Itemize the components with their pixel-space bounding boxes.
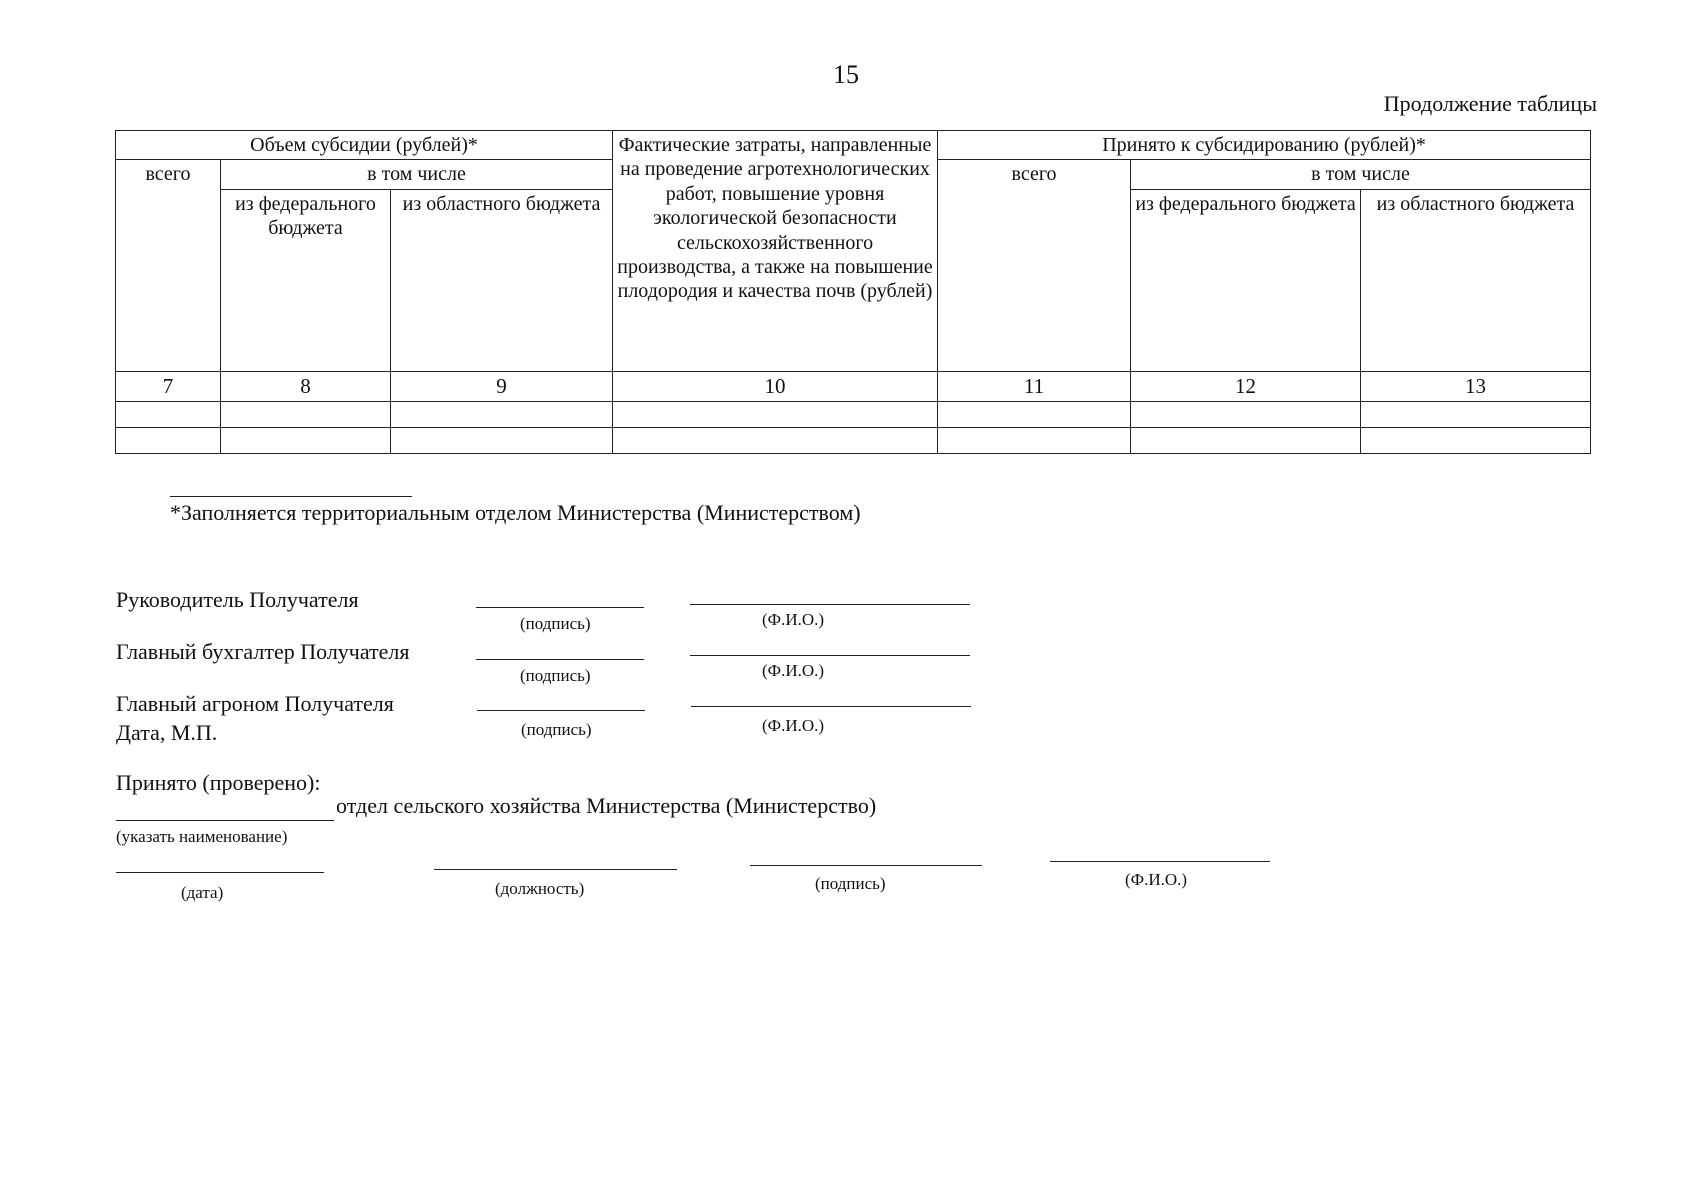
header-subsidy-volume: Объем субсидии (рублей)* bbox=[116, 131, 613, 160]
agronomist-name-line[interactable] bbox=[691, 706, 971, 707]
header-federal-subsidy: из федерального бюджета bbox=[221, 189, 391, 371]
department-name-line[interactable] bbox=[116, 820, 334, 821]
table-continuation-label: Продолжение таблицы bbox=[1383, 91, 1597, 116]
header-federal-accepted: из федерального бюджета bbox=[1131, 189, 1361, 371]
accepted-checked-label: Принято (проверено): bbox=[116, 770, 321, 795]
acceptance-position-caption: (должность) bbox=[495, 879, 585, 898]
page-number: 15 bbox=[833, 60, 859, 89]
acceptance-date-caption: (дата) bbox=[181, 883, 224, 902]
head-signature-caption: (подпись) bbox=[520, 614, 591, 633]
chief-agronomist-label: Главный агроном Получателя bbox=[116, 691, 394, 716]
table-cell[interactable] bbox=[1361, 402, 1591, 428]
header-including-subsidy: в том числе bbox=[221, 160, 613, 189]
accountant-signature-caption: (подпись) bbox=[520, 666, 591, 685]
column-number: 7 bbox=[116, 371, 221, 402]
head-name-line[interactable] bbox=[690, 604, 970, 605]
table-cell[interactable] bbox=[613, 428, 938, 454]
acceptance-signature-caption: (подпись) bbox=[815, 874, 886, 893]
acceptance-position-line[interactable] bbox=[434, 869, 677, 870]
accountant-name-line[interactable] bbox=[690, 655, 970, 656]
agronomist-name-caption: (Ф.И.О.) bbox=[762, 716, 825, 735]
header-total-accepted: всего bbox=[938, 160, 1131, 371]
footnote: *Заполняется территориальным отделом Министерства (Министерством) bbox=[170, 500, 861, 525]
agronomist-signature-line[interactable] bbox=[477, 710, 645, 711]
agronomist-signature-caption: (подпись) bbox=[521, 720, 592, 739]
footnote-divider bbox=[170, 496, 412, 497]
table-cell[interactable] bbox=[391, 428, 613, 454]
table-cell[interactable] bbox=[1131, 402, 1361, 428]
department-text: отдел сельского хозяйства Министерства (Министерство) bbox=[336, 793, 877, 818]
acceptance-signature-line[interactable] bbox=[750, 865, 982, 866]
table-cell[interactable] bbox=[938, 428, 1131, 454]
header-accepted-for-subsidy: Принято к субсидированию (рублей)* bbox=[938, 131, 1591, 160]
header-total-subsidy: всего bbox=[116, 160, 221, 371]
table-row bbox=[116, 402, 1591, 428]
table-cell[interactable] bbox=[938, 402, 1131, 428]
column-number: 9 bbox=[391, 371, 613, 402]
table-cell[interactable] bbox=[1131, 428, 1361, 454]
head-of-recipient-label: Руководитель Получателя bbox=[116, 587, 359, 612]
column-number: 13 bbox=[1361, 371, 1591, 402]
table-cell[interactable] bbox=[221, 428, 391, 454]
head-signature-line[interactable] bbox=[476, 607, 644, 608]
column-numbers-row bbox=[116, 371, 1591, 402]
accountant-signature-line[interactable] bbox=[476, 659, 644, 660]
column-number: 10 bbox=[613, 371, 938, 402]
table-cell[interactable] bbox=[116, 402, 221, 428]
header-actual-costs: Фактические затраты, направленные на проведение агротехнологических работ, повышение уровня экологической безопасности сельскохозяйственного производства, а также на повышение плодородия и качества почв (рублей) bbox=[613, 131, 938, 372]
head-name-caption: (Ф.И.О.) bbox=[762, 610, 825, 629]
table-row bbox=[116, 428, 1591, 454]
acceptance-name-line[interactable] bbox=[1050, 861, 1270, 862]
column-number: 12 bbox=[1131, 371, 1361, 402]
table-cell[interactable] bbox=[221, 402, 391, 428]
subsidy-table bbox=[115, 130, 1591, 454]
table-cell[interactable] bbox=[1361, 428, 1591, 454]
acceptance-name-caption: (Ф.И.О.) bbox=[1125, 870, 1188, 889]
column-number: 11 bbox=[938, 371, 1131, 402]
header-regional-subsidy: из областного бюджета bbox=[391, 189, 613, 371]
column-number: 8 bbox=[221, 371, 391, 402]
chief-accountant-label: Главный бухгалтер Получателя bbox=[116, 639, 410, 664]
table-cell[interactable] bbox=[116, 428, 221, 454]
specify-name-caption: (указать наименование) bbox=[116, 827, 288, 846]
table-cell[interactable] bbox=[613, 402, 938, 428]
date-stamp-label: Дата, М.П. bbox=[116, 720, 218, 745]
header-regional-accepted: из областного бюджета bbox=[1361, 189, 1591, 371]
header-including-accepted: в том числе bbox=[1131, 160, 1591, 189]
accountant-name-caption: (Ф.И.О.) bbox=[762, 661, 825, 680]
acceptance-date-line[interactable] bbox=[116, 872, 324, 873]
table-cell[interactable] bbox=[391, 402, 613, 428]
